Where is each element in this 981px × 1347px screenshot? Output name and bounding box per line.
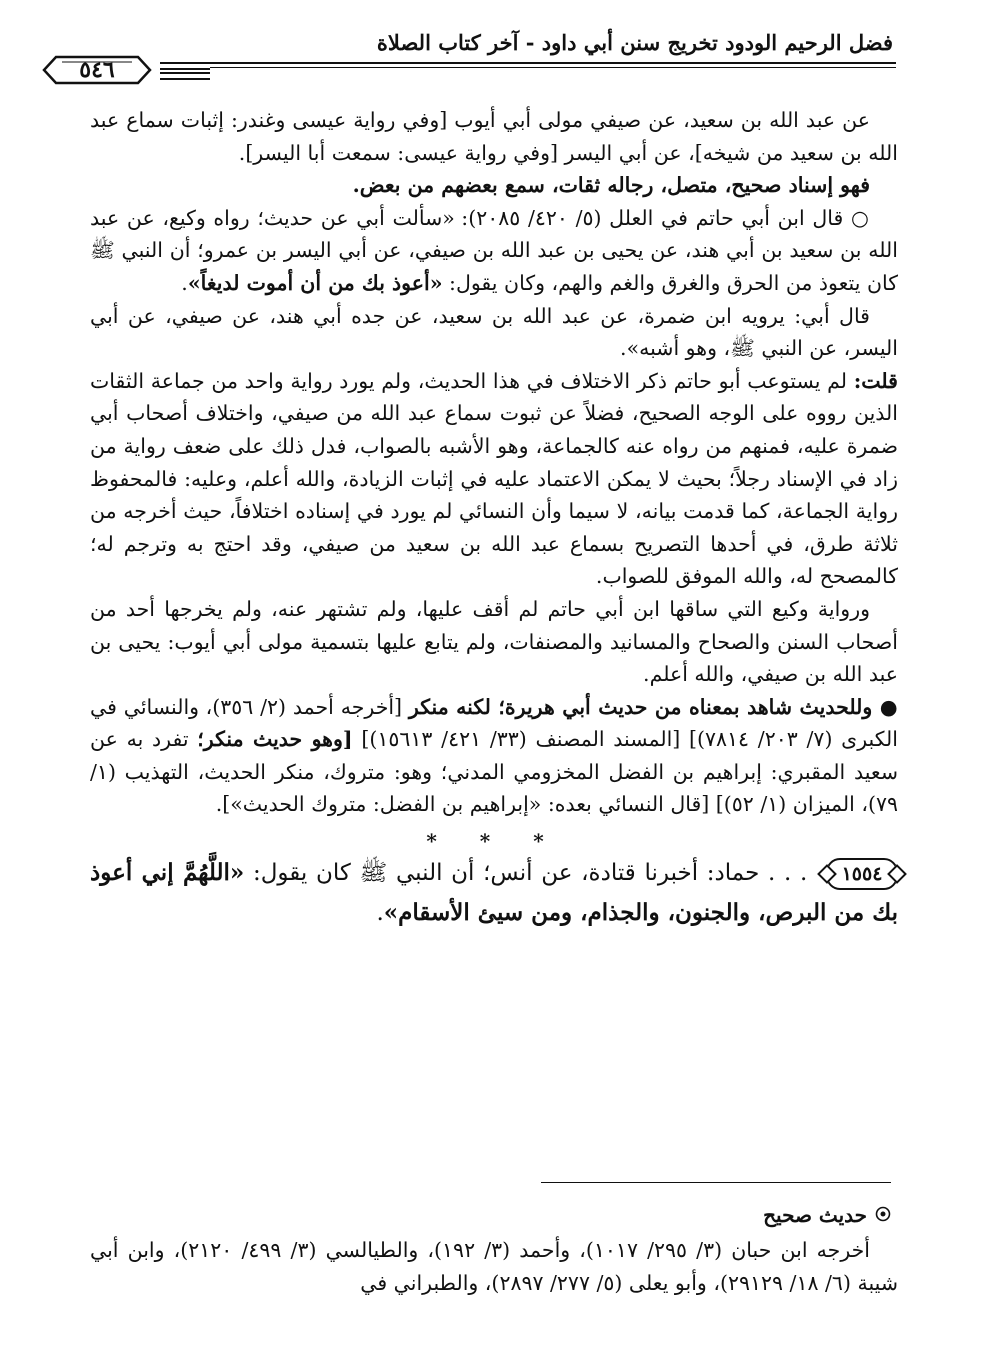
- paragraph: أخرجه ابن حبان (٣/ ٢٩٥/ ١٠١٧)، وأحمد (٣/ ١٩٢)، والطيالسي (٣/ ٤٩٩/ ٢١٢٠)، وابن أبي شيبة (٦/ ١٨/ ٢٩١٢٩)، وأبو يعلى (٥/ ٢٧٧/ ٢٨٩٧)، والطبراني في: [90, 1238, 898, 1295]
- ornament-line: [160, 72, 210, 80]
- page-number: ٥٤٦: [79, 57, 115, 83]
- paragraph-label: قلت:: [853, 368, 898, 393]
- text-run-bold: ● وللحديث شاهد بمعناه من حديث أبي هريرة؛ لكنه منكر: [408, 694, 898, 719]
- section-separator: * * *: [426, 829, 562, 854]
- paragraph: قال أبي: يرويه ابن ضمرة، عن عبد الله بن سعيد، عن جده أبي هند، عن صيفي، عن أبي اليسر، عن النبي ﷺ، وهو أشبه».: [90, 303, 898, 361]
- paragraph-verdict: فهو إسناد صحيح، متصل، رجاله ثقات، سمع بعضهم من بعض.: [352, 173, 870, 198]
- text-run: . . . حماد: أخبرنا قتادة، عن أنس؛ أن النبي ﷺ كان يقول:: [244, 860, 816, 887]
- text-run-bold: [وهو حديث منكر؛: [197, 727, 353, 752]
- page-number-badge: [42, 54, 152, 86]
- text-run: .: [181, 270, 188, 295]
- paragraph: عن عبد الله بن سعيد، عن صيفي مولى أبي أيوب [وفي رواية عيسى وغندر: إثبات سماع عبد الله بن سعيد من شيخه]، عن أبي اليسر [وفي رواية عيسى: سمعت أبا اليسر].: [90, 108, 898, 165]
- ornament-line: [160, 62, 210, 70]
- hadith-number-badge: ١٥٥٤: [826, 858, 898, 890]
- hadith-matn: «اللَّهُمَّ إني أعوذ بك من البرص، والجنون، والجذام، ومن سيئ الأسقام»: [90, 859, 898, 927]
- flower-icon: [875, 1203, 891, 1227]
- paragraph: ورواية وكيع التي ساقها ابن أبي حاتم لم أقف عليها، ولم تشتهر عنه، ولم يخرجها أحد من أصحاب السنن والصحاح والمسانيد والمصنفات، ولم يتابع عليها بتسمية مولى أبي أيوب: يحيى بن عبد الله بن صيفي، والله أعلم.: [90, 596, 898, 687]
- text-run: [أخرجه أحمد (٢/ ٣٥٦)، والنسائي في الكبرى (٧/ ٢٠٣/ ٧٨١٤)] [المسند المصنف (٣٣/ ٤٢١/ ١٥٦١٣)]: [90, 694, 898, 752]
- text-run: تفرد به عن سعيد المقبري: إبراهيم بن الفضل المخزومي المدني؛ وهو: متروك، منكر الحديث، التهذيب (١/ ٧٩)، الميزان (١/ ٥٢)] [قال النسائي بعده: «إبراهيم بن الفضل: متروك الحديث»].: [90, 727, 898, 817]
- grade-text: حديث صحيح: [763, 1203, 867, 1227]
- paragraph: [90, 365, 898, 593]
- footnote-rule: [541, 1182, 891, 1183]
- running-header-title: فضل الرحيم الودود تخريج سنن أبي داود - آخر كتاب الصلاة: [376, 30, 893, 55]
- text-run: .: [376, 900, 384, 927]
- header-rule: [92, 62, 896, 68]
- paragraph: [90, 691, 898, 821]
- text-run: لم يستوعب أبو حاتم ذكر الاختلاف في هذا الحديث، ولم يورد رواية واحد من جماعة الثقات الذين رووه على الوجه الصحيح، فضلاً عن ثبوت سماع عبد الله من صيفي، واختلاف أصحاب أبي ضمرة عليه، فمنهم من رواه عنه كالجماعة، وهو الأشبه بالصواب، فدل ذلك على ضعف رواية من زاد في الإسناد رجلاً؛ بحيث لا يمكن الاعتماد عليه في إثبات الزيادة، والله أعلم، وعليه: فالمحفوظ رواية الجماعة، كما قدمت بيانه، لا سيما وأن النسائي لم يورد في إسناده اختلافاً، حيث أخرجه من ثلاثة طرق، في أحدها التصريح بسماع عبد الله بن سعيد من صيفي، وقد احتج به وترجم له؛ كالمصحح له، والله الموفق للصواب.: [90, 368, 898, 589]
- takhrij-text: [90, 1234, 898, 1300]
- main-text: [90, 104, 898, 933]
- paragraph: [90, 202, 898, 300]
- hadith-text: [90, 853, 898, 933]
- text-run: ○ قال ابن أبي حاتم في العلل (٥/ ٤٢٠/ ٢٠٨٥): «سألت أبي عن حديث؛ رواه وكيع، عن عبد الله بن سعيد بن أبي هند، عن يحيى بن عبد الله بن صيفي، عن أبي اليسر بن عمرو؛ أن النبي ﷺ كان يتعوذ من الحرق والغرق والغم والهم، وكان يقول:: [90, 205, 898, 295]
- page-number-ornament: [20, 52, 210, 92]
- quoted-supplication: «أعوذ بك من أن أموت لديغاً»: [187, 270, 443, 295]
- hadith-grade: [763, 1203, 891, 1227]
